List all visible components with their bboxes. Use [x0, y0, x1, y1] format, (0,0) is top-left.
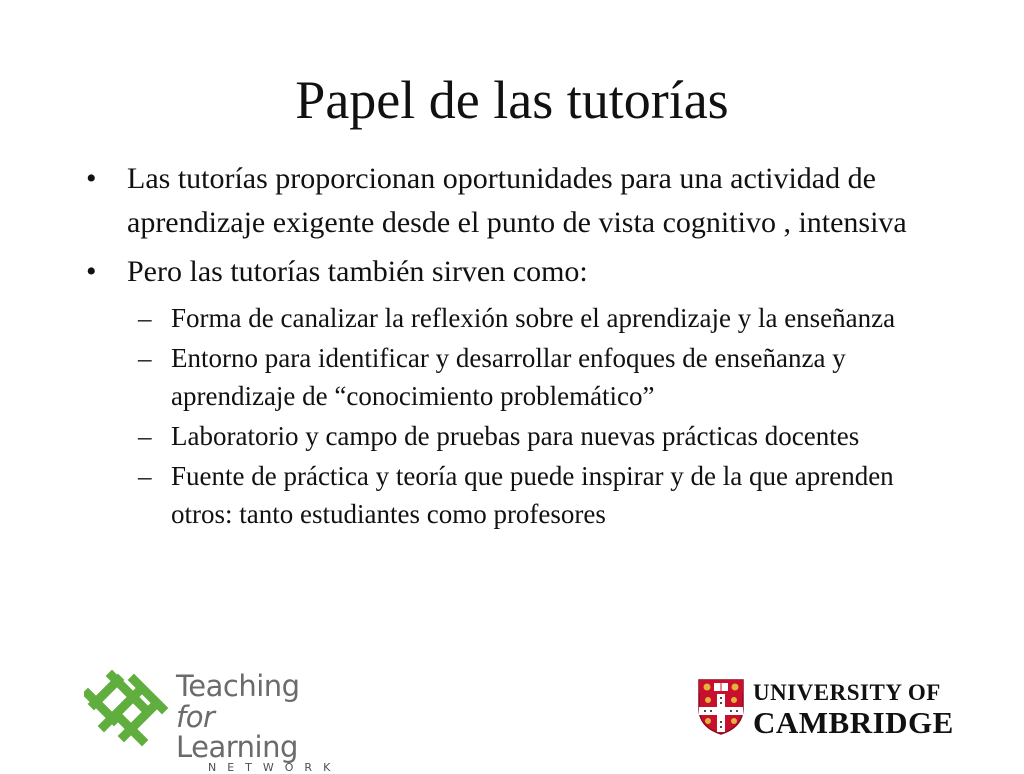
bullet-marker: • — [86, 255, 97, 288]
bullet-marker: • — [86, 162, 97, 195]
sub-bullet-text: Forma de canalizar la reflexión sobre el aprendizaje y la enseñanza — [171, 303, 896, 333]
sub-bullet-text: Laboratorio y campo de pruebas para nuevas prácticas docentes — [171, 421, 860, 451]
sub-bullet-item — [86, 299, 946, 337]
sub-bullet-marker: – — [138, 343, 152, 373]
sub-bullet-text: Fuente de práctica y teoría que puede inspirar y de la que aprenden otros: tanto estudiantes como profesores — [171, 461, 894, 529]
cambridge-crest-icon — [697, 678, 745, 736]
cambridge-line-cambridge: CAMBRIDGE — [753, 705, 954, 740]
sub-bullet-item — [86, 457, 946, 533]
cambridge-line-university-of: UNIVERSITY OF — [753, 680, 941, 705]
bullet-text: Pero las tutorías también sirven como: — [127, 255, 588, 288]
tfl-learning: Learning — [176, 730, 298, 764]
tfl-monogram-icon — [84, 664, 172, 752]
slide-title: Papel de las tutorías — [295, 70, 729, 130]
sub-bullet-item — [86, 417, 946, 455]
tfl-for: for — [176, 700, 215, 734]
tfl-line-network: NETWORK — [208, 761, 342, 774]
sub-bullet-item — [86, 339, 946, 415]
sub-bullet-marker: – — [138, 461, 152, 491]
sub-bullet-marker: – — [138, 421, 152, 451]
university-of-cambridge-logo — [697, 676, 957, 742]
sub-bullet-marker: – — [138, 303, 152, 333]
bullet-text: Las tutorías proporcionan oportunidades para una actividad de aprendizaje exigente desde el punto de vista cognitivo , intensiva — [127, 162, 907, 239]
cambridge-wordmark — [753, 680, 954, 740]
tfl-line-teaching: Teaching — [176, 669, 300, 703]
sub-bullet-text: Entorno para identificar y desarrollar enfoques de enseñanza y aprendizaje de “conocimiento problemático” — [171, 343, 846, 411]
tfl-line-for-learning — [176, 702, 341, 762]
teaching-for-learning-logo — [84, 664, 342, 774]
slide-content — [86, 157, 946, 535]
tfl-wordmark — [176, 670, 341, 774]
bullet-item — [86, 157, 946, 245]
bullet-item — [86, 250, 946, 294]
